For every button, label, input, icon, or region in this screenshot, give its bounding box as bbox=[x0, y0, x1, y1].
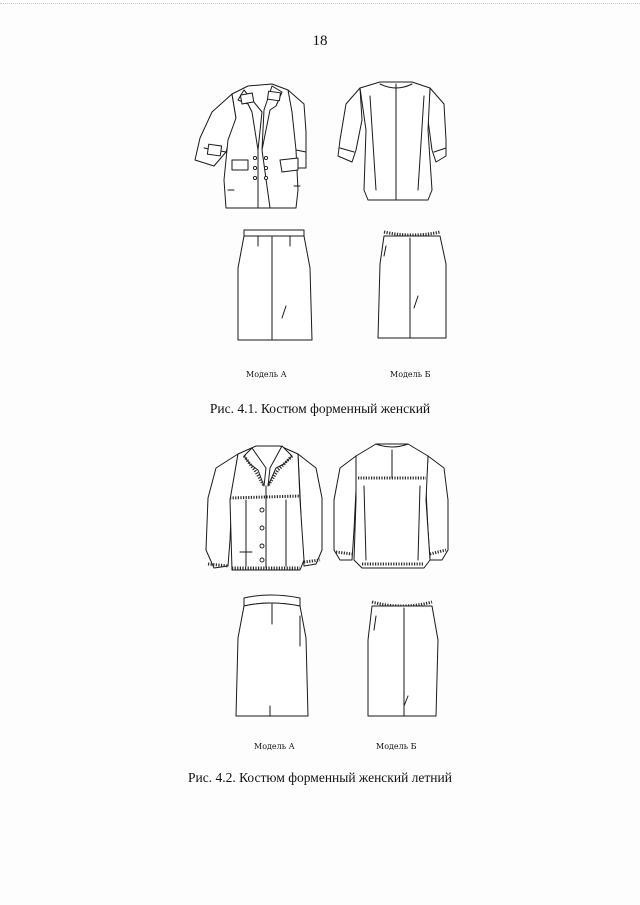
figure-4-2 bbox=[0, 420, 640, 800]
figure-4-2-drawing bbox=[0, 420, 640, 800]
skirt-b-illustration bbox=[378, 232, 446, 338]
figure-4-2-model-a-label: Модель А bbox=[254, 742, 295, 751]
figure-4-1-model-b-label: Модель Б bbox=[390, 370, 431, 379]
figure-4-1-caption: Рис. 4.1. Костюм форменный женский bbox=[209, 401, 431, 416]
skirt-a-illustration bbox=[238, 230, 312, 340]
summer-skirt-b-illustration bbox=[368, 602, 438, 716]
figure-4-2-caption: Рис. 4.2. Костюм форменный женский летний bbox=[188, 770, 452, 785]
figure-4-1-model-a-label: Модель А bbox=[246, 370, 287, 379]
figure-4-1 bbox=[0, 0, 640, 420]
figure-4-2-model-b-label: Модель Б bbox=[376, 742, 417, 751]
summer-skirt-a-illustration bbox=[236, 595, 308, 716]
jacket-front-illustration bbox=[195, 84, 306, 208]
summer-jacket-front-illustration bbox=[206, 446, 322, 570]
figure-4-1-drawing bbox=[0, 0, 640, 420]
jacket-back-illustration bbox=[338, 82, 446, 200]
page-number: 18 bbox=[312, 33, 328, 49]
summer-jacket-back-illustration bbox=[334, 444, 448, 568]
